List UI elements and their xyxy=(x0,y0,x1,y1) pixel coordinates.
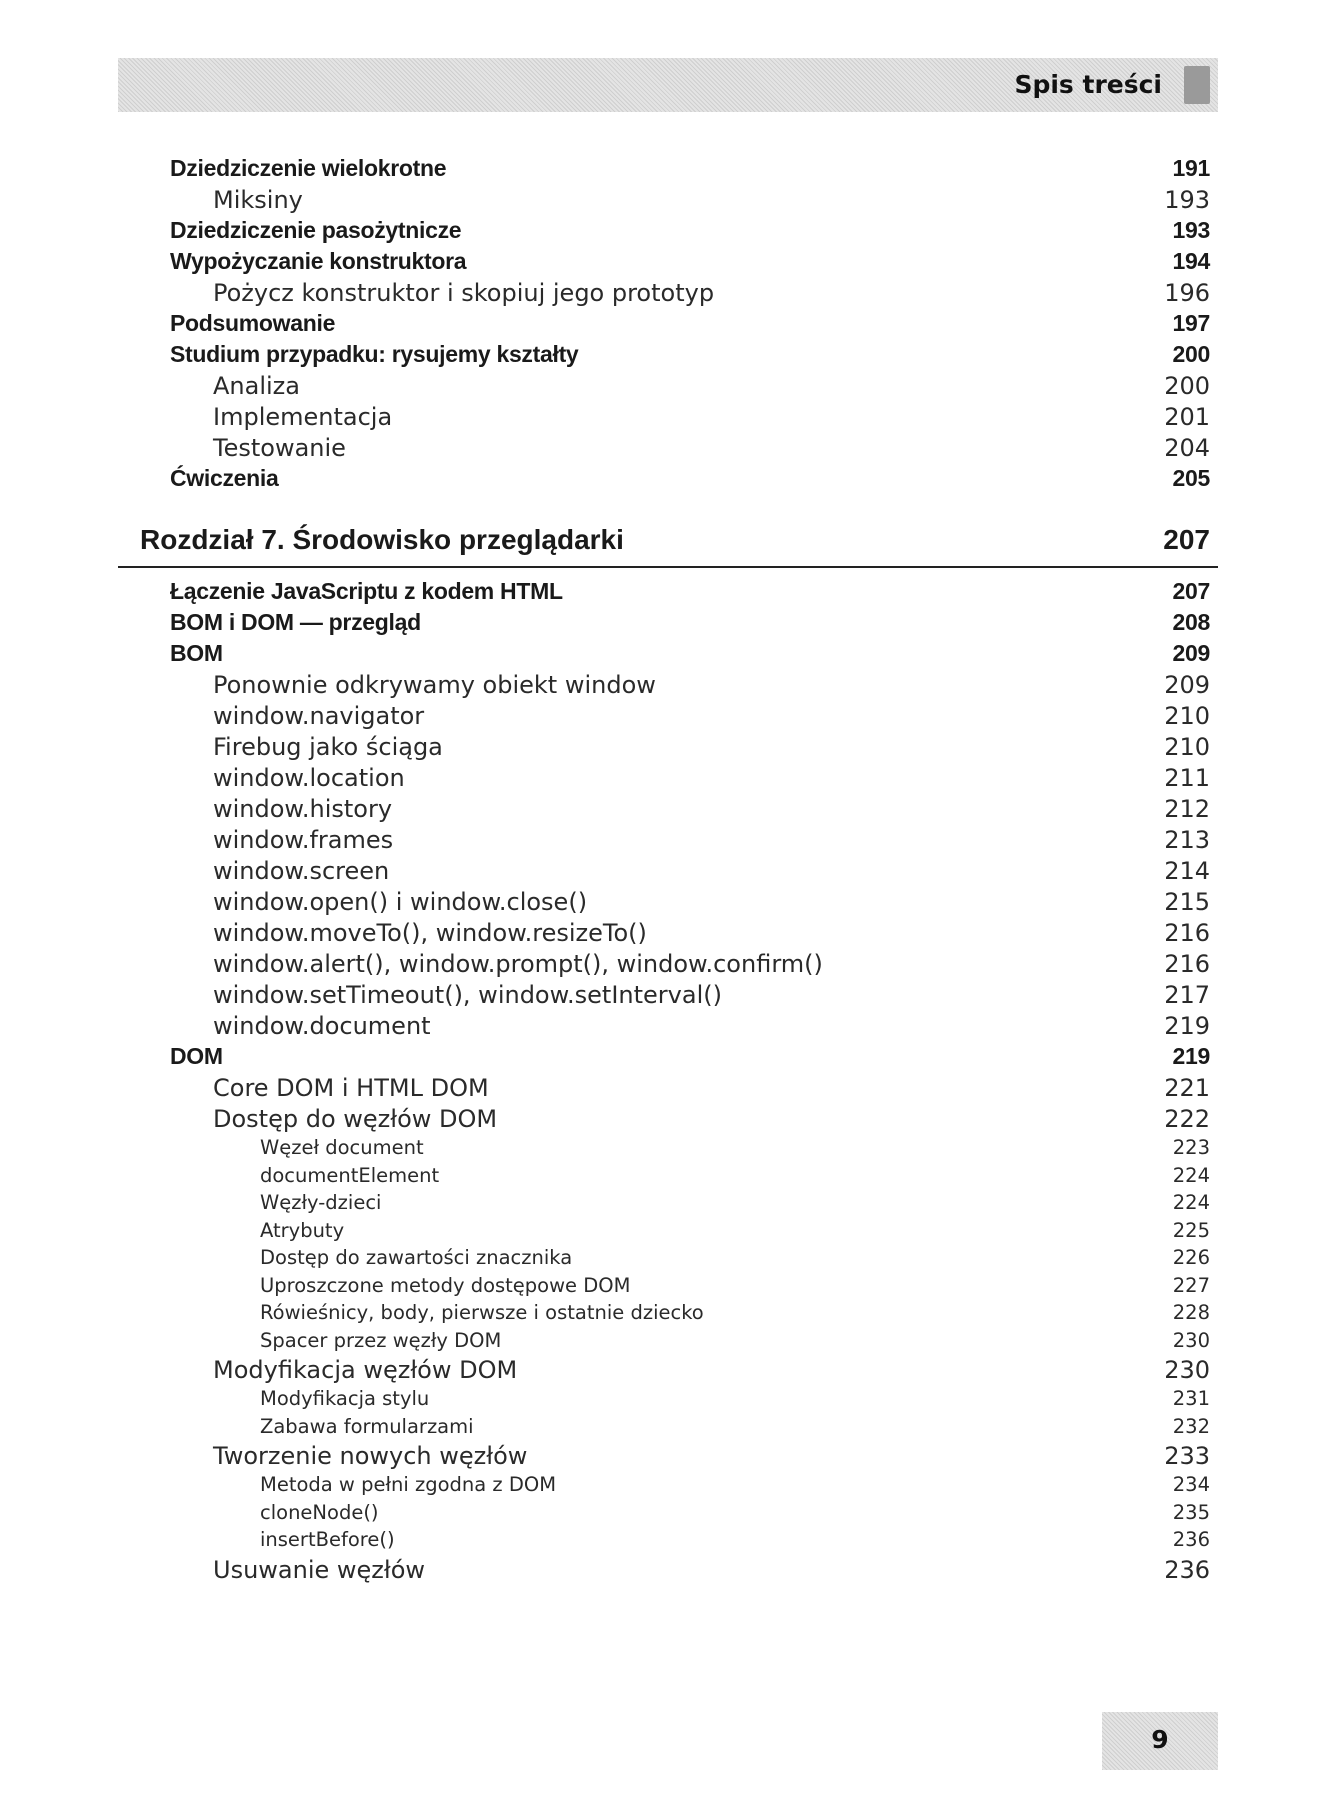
toc-entry-title: Modyfikacja stylu xyxy=(260,1387,430,1410)
toc-entry-page: 194 xyxy=(1172,248,1210,274)
toc-entry[interactable] xyxy=(118,702,1218,733)
toc-entry-page: 216 xyxy=(1164,919,1210,947)
toc-entry-page: 222 xyxy=(1164,1105,1210,1133)
toc-entry[interactable] xyxy=(118,950,1218,981)
toc-entry-title: Dziedziczenie pasożytnicze xyxy=(170,217,462,243)
toc-entry-title: insertBefore() xyxy=(260,1528,395,1551)
toc-entry-title: Tworzenie nowych węzłów xyxy=(213,1442,528,1470)
toc-entry-page: 213 xyxy=(1164,826,1210,854)
toc-entry-page: 204 xyxy=(1164,434,1210,462)
toc-entry-page: 196 xyxy=(1164,279,1210,307)
toc-entry-title: window.setTimeout(), window.setInterval() xyxy=(213,981,722,1009)
toc-entry-page: 210 xyxy=(1164,702,1210,730)
toc-entry-page: 209 xyxy=(1164,671,1210,699)
toc-entry-title: Implementacja xyxy=(213,403,393,431)
chapter-title: Rozdział 7. Środowisko przeglądarki xyxy=(140,524,624,555)
toc-entry[interactable] xyxy=(118,1164,1218,1192)
toc-entry[interactable] xyxy=(118,186,1218,217)
toc-entry-page: 235 xyxy=(1172,1500,1210,1524)
toc-entry-page: 236 xyxy=(1172,1528,1210,1551)
toc-entry-title: Miksiny xyxy=(213,186,303,214)
toc-entry-page: 230 xyxy=(1172,1328,1210,1352)
toc-entry-title: Spacer przez węzły DOM xyxy=(260,1328,502,1352)
toc-entry[interactable] xyxy=(118,1442,1218,1473)
toc-entry[interactable] xyxy=(118,1528,1218,1556)
toc-entry-title: Ćwiczenia xyxy=(170,465,279,491)
toc-entry-page: 193 xyxy=(1164,186,1210,214)
toc-entry-page: 205 xyxy=(1172,465,1210,491)
toc-entry[interactable] xyxy=(118,578,1218,609)
toc-entry-page: 193 xyxy=(1172,217,1210,243)
toc-entry-title: window.document xyxy=(213,1012,431,1040)
toc-entry-page: 197 xyxy=(1172,310,1210,336)
toc-entry-page: 230 xyxy=(1164,1356,1210,1384)
toc-entry-title: window.screen xyxy=(213,857,390,885)
toc-entry-page: 225 xyxy=(1172,1218,1210,1242)
running-header-title: Spis treści xyxy=(1014,70,1162,99)
toc-entry-page: 212 xyxy=(1164,795,1210,823)
toc-entry[interactable] xyxy=(118,403,1218,434)
toc-section-before xyxy=(118,155,1218,496)
toc-entry-title: Analiza xyxy=(213,372,300,400)
toc-entry-title: Łączenie JavaScriptu z kodem HTML xyxy=(170,578,563,604)
toc-entry-title: BOM i DOM — przegląd xyxy=(170,609,421,635)
toc-entry-title: cloneNode() xyxy=(260,1500,379,1524)
toc-entry-title: window.frames xyxy=(213,826,394,854)
toc-entry-title: Usuwanie węzłów xyxy=(213,1555,426,1584)
toc-entry[interactable] xyxy=(118,1074,1218,1105)
toc-entry[interactable] xyxy=(118,1105,1218,1136)
toc-entry[interactable] xyxy=(118,1556,1218,1587)
toc-entry[interactable] xyxy=(118,1043,1218,1074)
toc-entry-page: 231 xyxy=(1172,1387,1210,1410)
toc-entry-page: 200 xyxy=(1164,372,1210,400)
toc-entry[interactable] xyxy=(118,1274,1218,1302)
toc-entry-title: Dostęp do zawartości znacznika xyxy=(260,1246,573,1269)
toc-entry[interactable] xyxy=(118,640,1218,671)
toc-entry-page: 234 xyxy=(1172,1473,1210,1496)
toc-entry-page: 200 xyxy=(1172,341,1210,367)
toc-entry-page: 201 xyxy=(1164,403,1210,431)
toc-entry-page: 227 xyxy=(1172,1273,1210,1297)
toc-entry[interactable] xyxy=(118,341,1218,372)
toc-entry[interactable] xyxy=(118,919,1218,950)
toc-entry-title: Core DOM i HTML DOM xyxy=(213,1074,489,1102)
toc-entry-page: 207 xyxy=(1172,578,1210,604)
toc-entry[interactable] xyxy=(118,155,1218,186)
page-footer xyxy=(1102,1712,1218,1770)
toc-entry[interactable] xyxy=(118,1219,1218,1247)
toc-entry-page: 208 xyxy=(1172,609,1210,635)
toc-entry-title: Atrybuty xyxy=(260,1218,345,1242)
toc-entry[interactable] xyxy=(118,733,1218,764)
toc-entry[interactable] xyxy=(118,826,1218,857)
chapter-page: 207 xyxy=(1163,524,1210,555)
toc-entry-title: Firebug jako ściąga xyxy=(213,733,443,761)
toc-entry[interactable] xyxy=(118,857,1218,888)
toc-entry-title: Podsumowanie xyxy=(170,310,336,336)
toc-entry[interactable] xyxy=(118,310,1218,341)
toc-entry-page: 217 xyxy=(1164,981,1210,1009)
toc-entry[interactable] xyxy=(118,372,1218,403)
toc-entry-title: Ponownie odkrywamy obiekt window xyxy=(213,671,656,699)
toc-entry[interactable] xyxy=(118,1415,1218,1443)
toc-entry-title: Rówieśnicy, body, pierwsze i ostatnie dziecko xyxy=(260,1301,704,1324)
toc-entry-title: BOM xyxy=(170,640,223,666)
toc-entry[interactable] xyxy=(118,671,1218,702)
toc-entry[interactable] xyxy=(118,248,1218,279)
toc-entry[interactable] xyxy=(118,1246,1218,1274)
toc-entry-title: Metoda w pełni zgodna z DOM xyxy=(260,1473,557,1496)
toc-entry[interactable] xyxy=(118,1136,1218,1164)
toc-entry[interactable] xyxy=(118,888,1218,919)
page-number: 9 xyxy=(1151,1725,1169,1754)
toc-entry-page: 233 xyxy=(1164,1442,1210,1470)
toc-entry-page: 236 xyxy=(1164,1555,1210,1584)
toc-entry[interactable] xyxy=(118,217,1218,248)
toc-entry[interactable] xyxy=(118,1356,1218,1387)
toc-entry[interactable] xyxy=(118,465,1218,496)
toc-entry-title: Zabawa formularzami xyxy=(260,1414,474,1438)
toc-entry-title: Testowanie xyxy=(213,434,346,462)
toc-entry-title: Pożycz konstruktor i skopiuj jego prototyp xyxy=(213,279,715,307)
toc-entry-title: window.open() i window.close() xyxy=(213,888,588,916)
toc-entry-title: window.location xyxy=(213,764,405,792)
toc-entry-page: 211 xyxy=(1164,764,1210,792)
toc-entry[interactable] xyxy=(118,1501,1218,1529)
toc-entry[interactable] xyxy=(118,981,1218,1012)
toc-entry-page: 221 xyxy=(1164,1074,1210,1102)
toc-entry[interactable] xyxy=(118,795,1218,826)
toc-entry[interactable] xyxy=(118,434,1218,465)
toc-entry-page: 226 xyxy=(1172,1246,1210,1269)
toc-entry-page: 209 xyxy=(1172,640,1210,666)
toc-section-after xyxy=(118,578,1218,1587)
toc-entry-title: Uproszczone metody dostępowe DOM xyxy=(260,1273,631,1297)
toc-entry[interactable] xyxy=(118,1191,1218,1219)
toc-entry-title: Węzeł document xyxy=(260,1136,424,1159)
toc-entry-title: Modyfikacja węzłów DOM xyxy=(213,1356,518,1384)
toc-entry-page: 215 xyxy=(1164,888,1210,916)
toc-entry[interactable] xyxy=(118,1329,1218,1357)
toc-entry[interactable] xyxy=(118,1012,1218,1043)
toc-entry-title: Wypożyczanie konstruktora xyxy=(170,248,467,274)
toc-entry-page: 224 xyxy=(1172,1163,1210,1187)
toc-entry-page: 216 xyxy=(1164,950,1210,978)
toc-entry-page: 219 xyxy=(1164,1012,1210,1040)
toc-entry-title: Dostęp do węzłów DOM xyxy=(213,1105,498,1133)
toc-entry-page: 191 xyxy=(1172,155,1210,181)
toc-entry[interactable] xyxy=(118,764,1218,795)
table-of-contents xyxy=(118,155,1218,1587)
toc-entry[interactable] xyxy=(118,1301,1218,1329)
toc-entry[interactable] xyxy=(118,279,1218,310)
toc-entry-title: DOM xyxy=(170,1043,223,1069)
toc-entry-page: 214 xyxy=(1164,857,1210,885)
running-header xyxy=(118,58,1218,112)
toc-entry-title: Studium przypadku: rysujemy kształty xyxy=(170,341,579,367)
toc-entry[interactable] xyxy=(118,1387,1218,1415)
toc-entry-title: window.alert(), window.prompt(), window.confirm() xyxy=(213,950,823,978)
toc-entry-title: window.navigator xyxy=(213,702,425,730)
toc-entry-page: 228 xyxy=(1172,1301,1210,1324)
toc-entry[interactable] xyxy=(118,609,1218,640)
toc-entry-page: 210 xyxy=(1164,733,1210,761)
toc-entry-title: window.history xyxy=(213,795,393,823)
header-tab-decoration xyxy=(1184,66,1210,104)
toc-entry-title: Węzły-dzieci xyxy=(260,1191,382,1214)
chapter-heading[interactable] xyxy=(118,524,1218,568)
toc-entry-page: 219 xyxy=(1172,1043,1210,1069)
toc-entry-page: 224 xyxy=(1172,1191,1210,1214)
toc-entry-title: Dziedziczenie wielokrotne xyxy=(170,155,447,181)
toc-entry[interactable] xyxy=(118,1473,1218,1501)
toc-entry-page: 232 xyxy=(1172,1414,1210,1438)
toc-entry-title: window.moveTo(), window.resizeTo() xyxy=(213,919,647,947)
toc-entry-page: 223 xyxy=(1172,1136,1210,1159)
toc-entry-title: documentElement xyxy=(260,1163,440,1187)
